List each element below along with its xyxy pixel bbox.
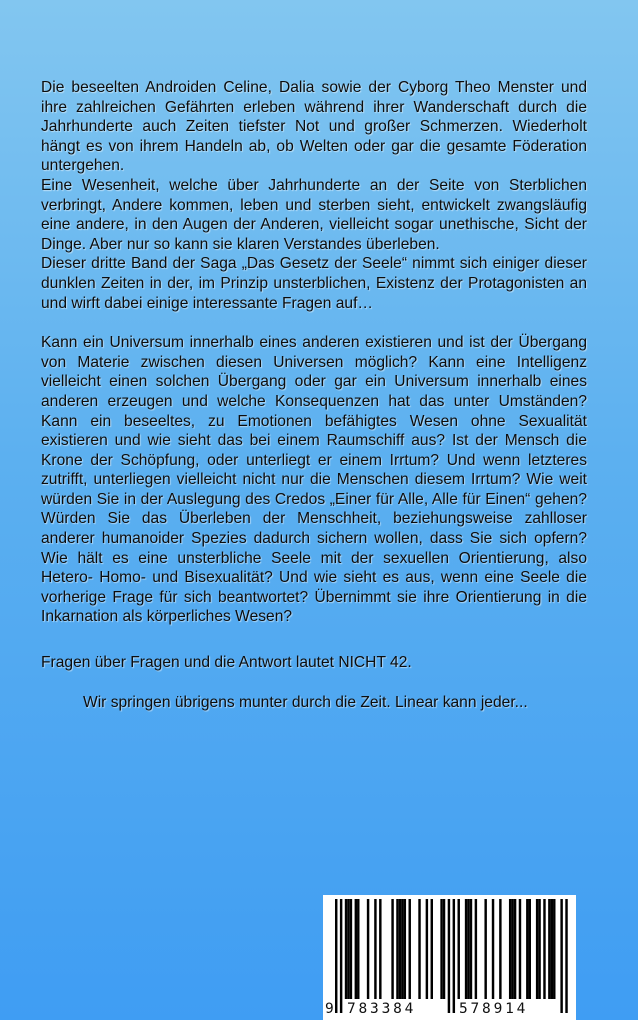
barcode-bar	[440, 899, 442, 999]
barcode-bar	[404, 899, 406, 999]
barcode-bar	[335, 899, 337, 1013]
barcode-bar	[453, 899, 455, 1013]
isbn-barcode	[323, 895, 576, 1020]
paragraph-intro: Die beseelten Androiden Celine, Dalia sowie der Cyborg Theo Menster und ihre zahlreichen Gefährten erleben während ihrer Wanderschaft durch die Jahrhunderte auch Zeiten tiefster Not und großer Schmerzen. Wiederholt hängt es von ihrem Handeln ab, ob Welten oder gar die gesamte Föderation untergehen.	[41, 79, 587, 175]
barcode-bar	[519, 899, 521, 999]
tagline: Fragen über Fragen und die Antwort lautet NICHT 42.	[41, 654, 412, 672]
back-cover-text	[41, 78, 587, 712]
paragraph-questions: Kann ein Universum innerhalb eines anderen existieren und ist der Übergang von Materie zwischen diesen Universen möglich? Kann eine Intelligenz vielleicht einen solchen Übergang oder gar ein Universum innerhalb eines anderen erzeugen und welche Konsequenzen hat das unter Umständen? Kann ein beseeltes, zu Emotionen befähigtes Wesen ohne Sexualität existieren und wie sieht das bei einem Raumschiff aus? Ist der Mensch die Krone der Schöpfung, oder unterliegt er einem Irrtum? Und wenn letzteres zutrifft, unterliegen vielleicht nicht nur die Menschen diesem Irrtum? Wie weit würden Sie in der Auslegung des Credos „Einer für Alle, Alle für Einen“ gehen? Würden Sie das Überleben der Menschheit, beziehungsweise zahlloser anderer humanoider Spezies dadurch sichern wollen, dass Sie sich opfern? Wie hält es eine unsterbliche Seele mit der sexuellen Orientierung, also Hetero- Homo- und Bisexualität? Und wie sieht es aus, wenn eine Seele die vorherige Frage für sich beantwortet? Übernimmt sie ihre Orientierung in die Inkarnation als körperliches Wesen?	[41, 334, 587, 626]
paragraph-saga: Dieser dritte Band der Saga „Das Gesetz der Seele“ nimmt sich einiger dieser dunklen Zeiten in der, im Prinzip unsterblichen, Existenz der Protagonisten an und wirft dabei einige interessante Fragen auf…	[41, 255, 587, 312]
barcode-bar	[391, 899, 393, 999]
barcode-bar	[355, 899, 357, 999]
barcode-bar	[458, 899, 460, 999]
barcode-bar	[379, 899, 381, 999]
barcode-bar	[431, 899, 433, 999]
barcode-bar	[526, 899, 528, 999]
barcode-bar	[401, 899, 403, 999]
barcode-bar	[345, 899, 347, 999]
barcode-bar	[499, 899, 501, 999]
barcode-bar	[538, 899, 540, 999]
barcode-bar	[357, 899, 359, 999]
barcode-lead-digit: 9	[325, 1001, 334, 1017]
barcode-bar	[514, 899, 516, 999]
barcode-bar	[467, 899, 469, 999]
barcode-bar	[443, 899, 445, 999]
barcode-bar	[509, 899, 511, 999]
barcode-bar	[347, 899, 349, 999]
barcode-right-group: 578914	[459, 1001, 529, 1017]
barcode-bar	[511, 899, 513, 999]
barcode-bar	[484, 899, 486, 999]
barcode-bar	[551, 899, 553, 999]
paragraph-entity: Eine Wesenheit, welche über Jahrhunderte an der Seite von Sterblichen verbringt, Andere kommen, leben und sterben sieht, entwickelt zwangsläufig eine andere, in den Augen der Anderen, vielleicht sogar unethische, Sicht der Dinge. Aber nur so kann sie klaren Verstandes überleben.	[41, 176, 587, 253]
barcode-bar	[418, 899, 420, 999]
barcode-bar	[426, 899, 428, 999]
barcode-bar	[492, 899, 494, 999]
barcode-bar	[553, 899, 555, 999]
barcode-bar	[340, 899, 342, 1013]
barcode-digits	[323, 999, 576, 1019]
barcode-bar	[529, 899, 531, 999]
barcode-bar	[374, 899, 376, 999]
barcode-bar	[409, 899, 411, 999]
barcode-bar	[536, 899, 538, 999]
barcode-bar	[465, 899, 467, 999]
barcode-bar	[475, 899, 477, 999]
barcode-bar	[565, 899, 567, 1013]
barcode-bar	[350, 899, 352, 999]
barcode-bar	[560, 899, 562, 1013]
barcode-bar	[367, 899, 369, 999]
barcode-bar	[396, 899, 398, 999]
barcode-bar	[448, 899, 450, 1013]
paragraph-spacer	[41, 313, 587, 333]
barcode-bar	[548, 899, 550, 999]
barcode-left-group: 783384	[347, 1001, 417, 1017]
barcode-bar	[543, 899, 545, 999]
closing-line: Wir springen übrigens munter durch die Zeit. Linear kann jeder...	[83, 693, 528, 711]
barcode-bar	[470, 899, 472, 999]
barcode-bar	[399, 899, 401, 999]
